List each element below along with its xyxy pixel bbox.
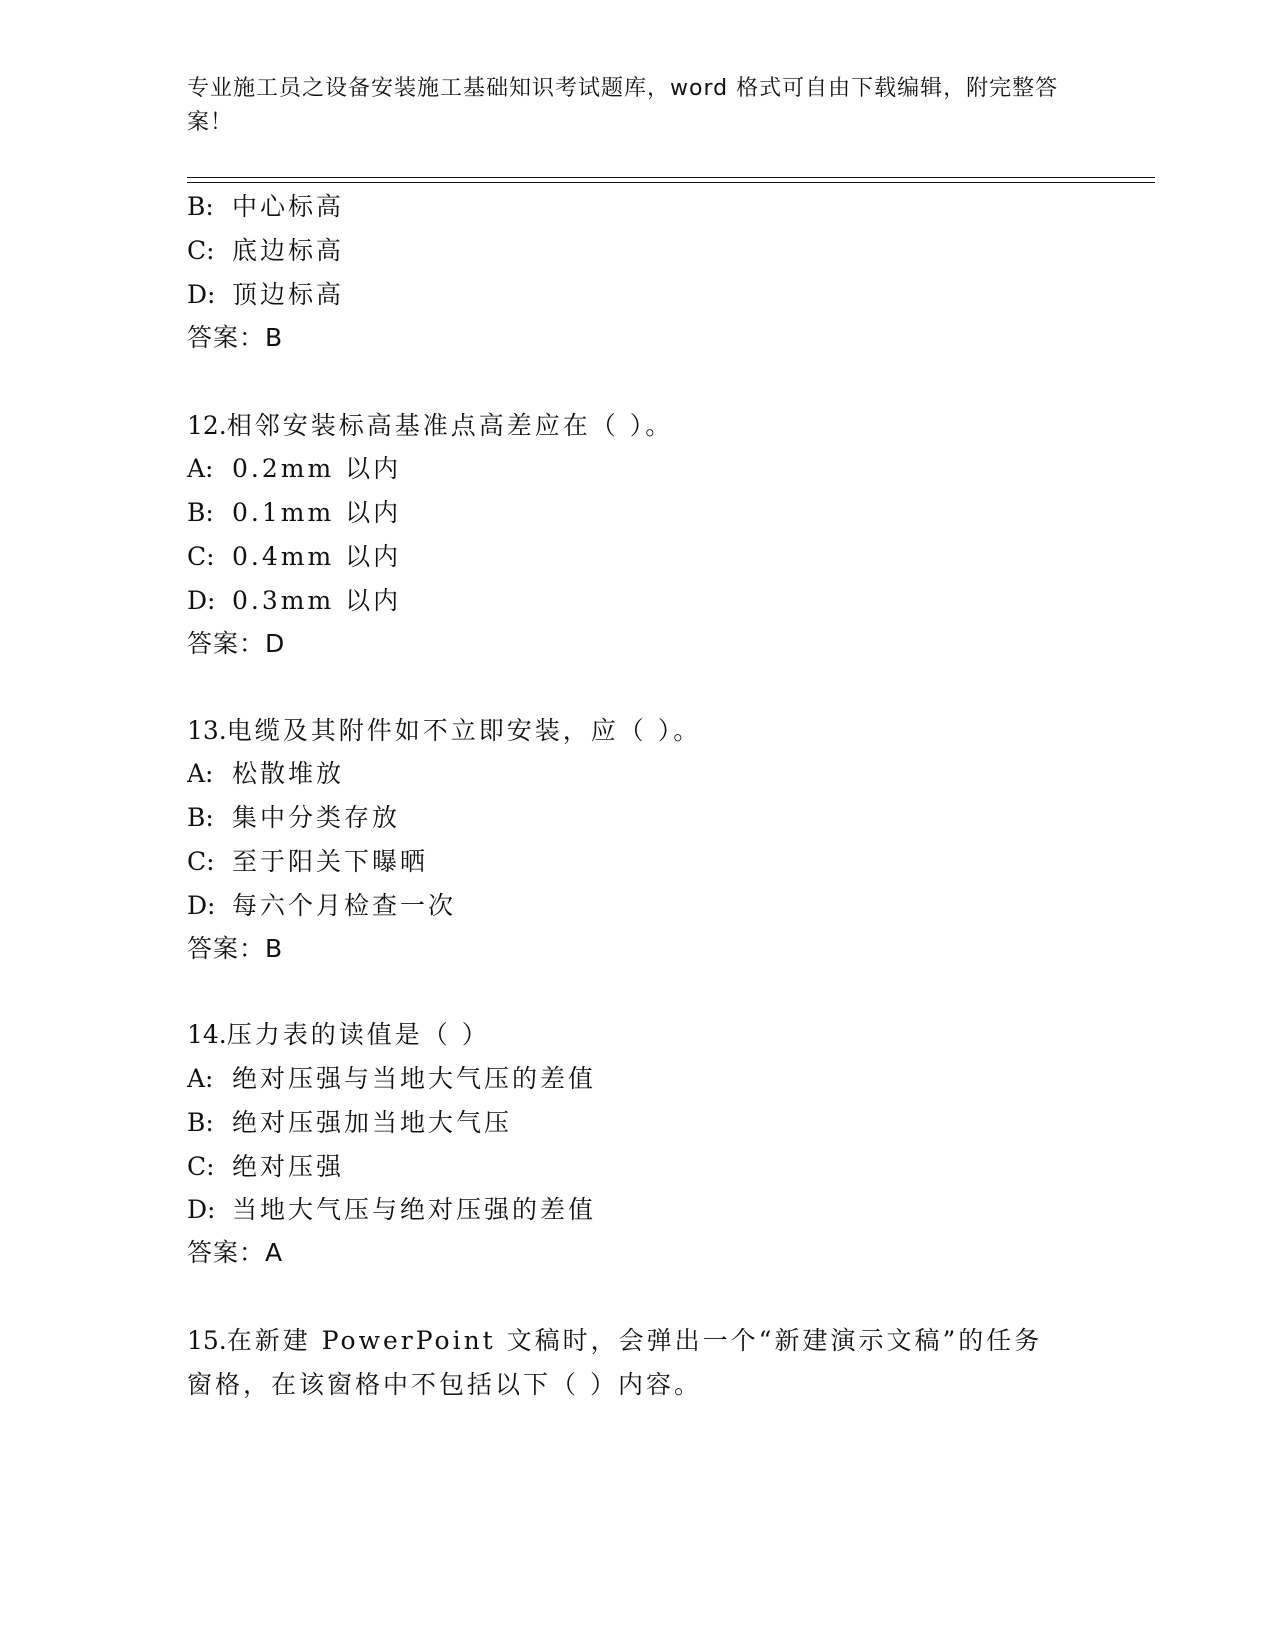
answer-line: 答案：B <box>187 934 284 963</box>
option-label: A: <box>187 1064 214 1093</box>
option-text: 0.3mm 以内 <box>232 586 402 615</box>
option-label: D: <box>187 586 216 615</box>
option-b <box>187 191 344 223</box>
question-text: 在新建 PowerPoint 文稿时，会弹出一个“新建演示文稿”的任务 <box>226 1326 1043 1355</box>
option-d <box>187 890 456 922</box>
option-text: 顶边标高 <box>232 280 345 309</box>
option-d <box>187 585 401 617</box>
question-number: 14. <box>187 1020 227 1049</box>
option-label: C: <box>187 236 215 265</box>
option-label: B: <box>187 192 214 221</box>
answer-line: 答案：A <box>187 1238 284 1267</box>
question-number: 13. <box>187 716 227 745</box>
question-number: 12. <box>187 411 227 440</box>
option-d <box>187 279 344 311</box>
option-label: C: <box>187 542 215 571</box>
option-text: 至于阳关下曝晒 <box>232 847 429 876</box>
option-a <box>187 758 344 790</box>
option-b <box>187 497 401 529</box>
answer-line: 答案：D <box>187 629 286 658</box>
option-c <box>187 1151 344 1183</box>
option-label: B: <box>187 803 214 832</box>
question-stem <box>187 410 673 442</box>
option-a <box>187 453 401 485</box>
option-d <box>187 1194 596 1226</box>
option-text: 绝对压强与当地大气压的差值 <box>232 1064 597 1093</box>
option-text: 0.2mm 以内 <box>232 454 402 483</box>
option-b <box>187 802 400 834</box>
option-text: 当地大气压与绝对压强的差值 <box>232 1195 597 1224</box>
option-text: 松散堆放 <box>232 759 345 788</box>
option-label: B: <box>187 498 214 527</box>
option-text: 每六个月检查一次 <box>232 891 457 920</box>
option-c <box>187 235 344 267</box>
option-label: D: <box>187 280 216 309</box>
header-divider <box>187 177 1155 178</box>
option-label: C: <box>187 847 215 876</box>
option-label: A: <box>187 759 214 788</box>
answer-line: 答案：B <box>187 323 284 352</box>
question-text: 压力表的读值是（ ） <box>226 1020 490 1049</box>
option-c <box>187 846 428 878</box>
option-text: 0.4mm 以内 <box>232 542 402 571</box>
document-header: 专业施工员之设备安装施工基础知识考试题库，word 格式可自由下载编辑，附完整答案！ <box>187 76 1059 135</box>
option-label: C: <box>187 1152 215 1181</box>
question-stem <box>187 715 701 747</box>
option-c <box>187 541 401 573</box>
option-label: B: <box>187 1108 214 1137</box>
question-stem-continuation: 窗格，在该窗格中不包括以下（ ）内容。 <box>187 1370 702 1399</box>
question-text: 电缆及其附件如不立即安装，应（ ）。 <box>226 716 702 745</box>
option-text: 底边标高 <box>232 236 345 265</box>
question-number: 15. <box>187 1326 227 1355</box>
option-text: 绝对压强 <box>232 1152 345 1181</box>
option-b <box>187 1107 512 1139</box>
question-stem <box>187 1019 490 1051</box>
option-label: D: <box>187 1195 216 1224</box>
option-a <box>187 1063 596 1095</box>
option-text: 集中分类存放 <box>232 803 401 832</box>
question-stem <box>187 1325 1042 1357</box>
question-text: 相邻安装标高基准点高差应在（ ）。 <box>226 411 674 440</box>
header-divider-double <box>187 182 1155 183</box>
option-label: D: <box>187 891 216 920</box>
option-text: 0.1mm 以内 <box>232 498 402 527</box>
option-label: A: <box>187 454 214 483</box>
option-text: 绝对压强加当地大气压 <box>232 1108 513 1137</box>
option-text: 中心标高 <box>232 192 345 221</box>
